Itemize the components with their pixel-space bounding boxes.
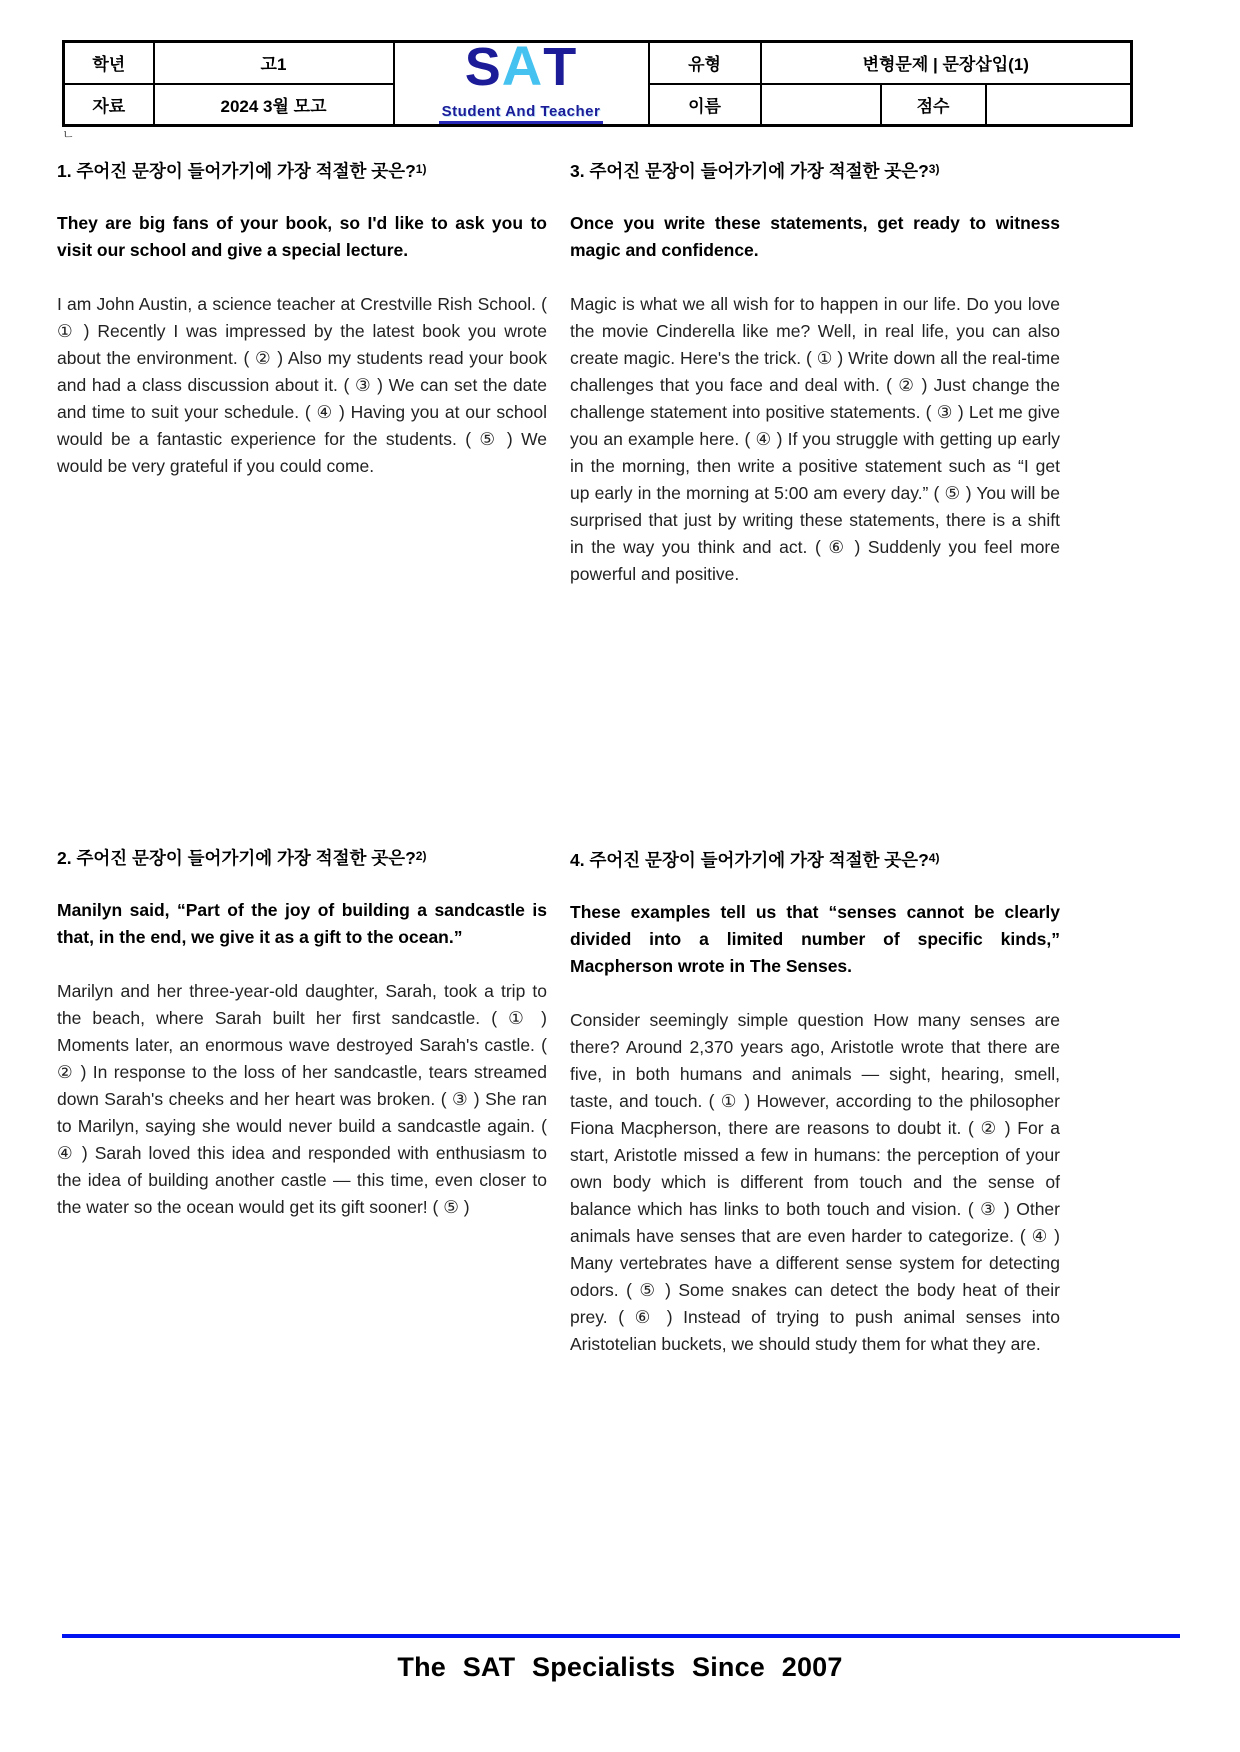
footnote-marker: 2)	[415, 849, 427, 863]
grade-value: 고1	[154, 42, 394, 84]
name-value-cell	[761, 84, 881, 126]
score-value-cell	[986, 84, 1132, 126]
question-1	[57, 156, 547, 480]
logo-cell	[394, 42, 649, 126]
footer-text: The SAT Specialists Since 2007	[397, 1652, 843, 1682]
footnote-marker: 3)	[928, 162, 940, 176]
question-2-title	[57, 843, 547, 872]
question-title-text: 주어진 문장이 들어가기에 가장 적절한 곳은?	[76, 848, 416, 868]
score-label: 점수	[881, 84, 986, 126]
sat-logo	[395, 43, 648, 124]
question-4-title	[570, 845, 1060, 874]
question-title-text: 주어진 문장이 들어가기에 가장 적절한 곳은?	[76, 161, 416, 181]
passage: Consider seemingly simple question How many senses are there? Around 2,370 years ago, Aristotle wrote that there are five, in both humans and animals — sight, hearing, smell, taste, and touch. ( ① ) However, according to the philosopher Fiona Macpherson, there are reasons to doubt it. ( ② ) For a start, Aristotle missed a few in humans: the perception of your own body which is different from touch and the sense of balance which has links to both touch and vision. ( ③ ) Other animals have senses that are even harder to categorize. ( ④ ) Many vertebrates have a different sense system for detecting odors. ( ⑤ ) Some snakes can detect the body heat of their prey. ( ⑥ ) Instead of trying to push animal senses into Aristotelian buckets, we should study them for what they are.	[570, 1010, 1060, 1354]
grade-label: 학년	[64, 42, 154, 84]
header-table	[62, 40, 1133, 127]
question-title-text: 주어진 문장이 들어가기에 가장 적절한 곳은?	[589, 850, 929, 870]
type-value: 변형문제 | 문장삽입(1)	[761, 42, 1132, 84]
logo-letter-t: T	[543, 41, 578, 97]
footer-divider-line	[62, 1634, 1180, 1638]
passage: Magic is what we all wish for to happen in our life. Do you love the movie Cinderella like me? Well, in real life, you can also create magic. Here's the trick. ( ① ) Write down all the real-time challenges that you face and deal with. ( ② ) Just change the challenge statement into positive statements. ( ③ ) Let me give you an example here. ( ④ ) If you struggle with getting up early in the morning, then write a positive statement such as “I get up early in the morning at 5:00 am every day.” ( ⑤ ) You will be surprised that just by writing these statements, there is a shift in the way you think and act. ( ⑥ ) Suddenly you feel more powerful and positive.	[570, 294, 1060, 584]
logo-subtitle: Student And Teacher	[439, 103, 604, 124]
material-label: 자료	[64, 84, 154, 126]
question-2	[57, 843, 547, 1221]
footnote-marker: 1)	[415, 162, 427, 176]
question-number: 4.	[570, 850, 585, 870]
given-sentence: Manilyn said, “Part of the joy of building a sandcastle is that, in the end, we give it as a gift to the ocean.”	[57, 900, 547, 947]
given-sentence: They are big fans of your book, so I'd like to ask you to visit our school and give a special lecture.	[57, 213, 547, 260]
question-number: 2.	[57, 848, 72, 868]
question-number: 1.	[57, 161, 72, 181]
given-sentence: Once you write these statements, get ready to witness magic and confidence.	[570, 213, 1060, 260]
passage: Marilyn and her three-year-old daughter, Sarah, took a trip to the beach, where Sarah built her first sandcastle. ( ① ) Moments later, an enormous wave destroyed Sarah's castle. ( ② ) In response to the loss of her sandcastle, tears streamed down Sarah's cheeks and her heart was broken. ( ③ ) She ran to Marilyn, saying she would never build a sandcastle again. ( ④ ) Sarah loved this idea and responded with enthusiasm to the idea of building another castle — this time, even closer to the water so the ocean would get its gift sooner! ( ⑤ )	[57, 981, 547, 1217]
question-1-title	[57, 156, 547, 185]
question-4	[570, 845, 1060, 1358]
stray-mark: ㄴ	[62, 127, 75, 142]
given-sentence: These examples tell us that “senses cannot be clearly divided into a limited number of specific kinds,” Macpherson wrote in The Senses.	[570, 902, 1060, 976]
name-label: 이름	[649, 84, 761, 126]
passage: I am John Austin, a science teacher at Crestville Rish School. ( ① ) Recently I was impressed by the latest book you wrote about the environment. ( ② ) Also my students read your book and had a class discussion about it. ( ③ ) We can set the date and time to suit your schedule. ( ④ ) Having you at our school would be a fantastic experience for the students. ( ⑤ ) We would be very grateful if you could come.	[57, 294, 547, 476]
question-title-text: 주어진 문장이 들어가기에 가장 적절한 곳은?	[589, 161, 929, 181]
material-value: 2024 3월 모고	[154, 84, 394, 126]
footnote-marker: 4)	[928, 851, 940, 865]
question-3	[570, 156, 1060, 588]
question-3-title	[570, 156, 1060, 185]
logo-letter-a: A	[501, 41, 544, 97]
sat-logo-letters	[465, 43, 577, 103]
question-number: 3.	[570, 161, 585, 181]
logo-letter-s: S	[464, 41, 502, 97]
type-label: 유형	[649, 42, 761, 84]
